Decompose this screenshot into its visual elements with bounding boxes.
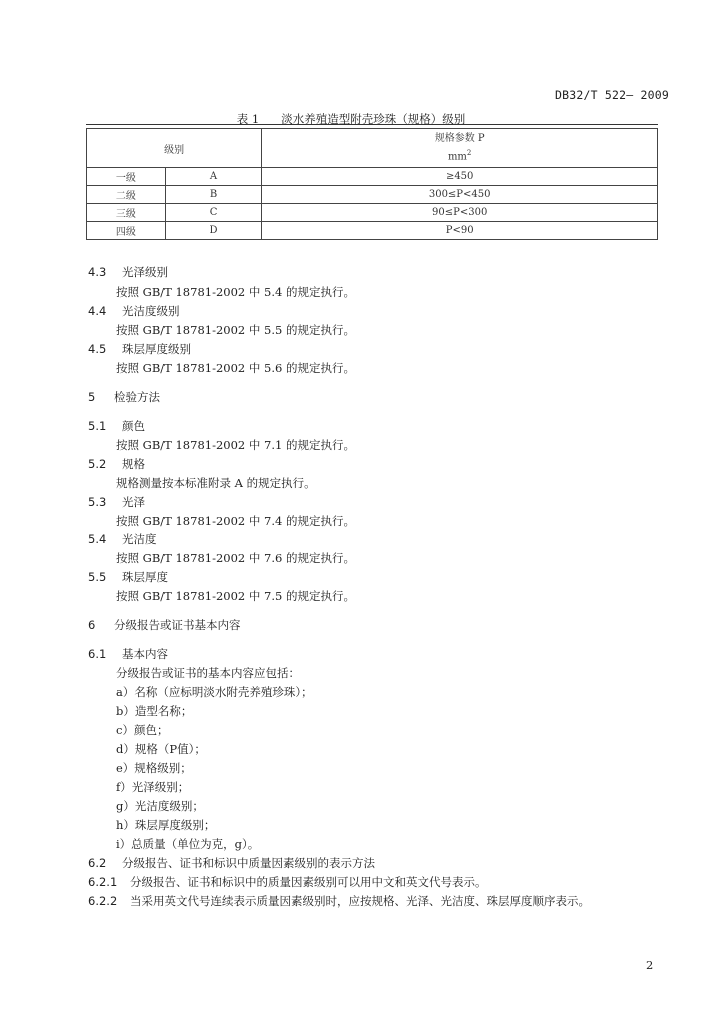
grade-range-cell: 90≤P<300: [262, 204, 658, 222]
grade-code-cell: C: [165, 204, 262, 222]
list-item: d）规格（P值）；: [116, 742, 206, 756]
section-4-5-text: 按照 GB/T 18781-2002 中 5.6 的规定执行。: [116, 361, 355, 375]
section-5-2-heading: 5.2 规格: [88, 457, 145, 471]
document-code: DB32/T 522— 2009: [555, 88, 669, 102]
section-6-2-1-text: 6.2.1 分级报告、证书和标识中的质量因素级别可以用中文和英文代号表示。: [88, 875, 487, 889]
table-row: [87, 222, 658, 240]
section-5-1-text: 按照 GB/T 18781-2002 中 7.1 的规定执行。: [116, 438, 355, 452]
section-5-2-text: 规格测量按本标准附录 A 的规定执行。: [116, 476, 316, 490]
grade-cn-cell: 二级: [87, 186, 166, 204]
section-4-4-text: 按照 GB/T 18781-2002 中 5.5 的规定执行。: [116, 323, 355, 337]
list-item: a）名称（应标明淡水附壳养殖珍珠）；: [116, 685, 313, 699]
list-item: e）规格级别；: [116, 761, 192, 775]
section-6-2-heading: 6.2 分级报告、证书和标识中质量因素级别的表示方法: [88, 856, 375, 870]
list-item: g）光洁度级别；: [116, 799, 204, 813]
grade-range-cell: 300≤P<450: [262, 186, 658, 204]
header-param-label: 规格参数 P: [434, 132, 485, 144]
section-4-4-heading: 4.4 光洁度级别: [88, 304, 180, 318]
header-param-unit: $mm^2$: [447, 148, 472, 163]
section-6-1-intro: 分级报告或证书的基本内容应包括：: [116, 666, 300, 680]
section-6-2-2-text: 6.2.2 当采用英文代号连续表示质量因素级别时，应按规格、光泽、光洁度、珠层厚度顺序表示。: [88, 894, 590, 908]
grade-code-cell: A: [165, 168, 262, 186]
section-6-heading: 6 分级报告或证书基本内容: [88, 618, 241, 632]
section-6-1-heading: 6.1 基本内容: [88, 647, 168, 661]
grade-cn-cell: 三级: [87, 204, 166, 222]
header-param-cell: [262, 129, 658, 168]
section-5-3-text: 按照 GB/T 18781-2002 中 7.4 的规定执行。: [116, 514, 355, 528]
grade-table: [86, 128, 658, 240]
table-title: 淡水养殖造型附壳珍珠（规格）级别: [281, 112, 466, 126]
section-5-4-heading: 5.4 光洁度: [88, 532, 157, 546]
section-5-5-text: 按照 GB/T 18781-2002 中 7.5 的规定执行。: [116, 589, 355, 603]
header-grade-cell: 级别: [87, 129, 262, 168]
table-number: 表 1: [236, 112, 260, 126]
section-5-1-heading: 5.1 颜色: [88, 419, 145, 433]
list-item: c）颜色；: [116, 723, 169, 737]
section-5-5-heading: 5.5 珠层厚度: [88, 570, 168, 584]
table-row: [87, 204, 658, 222]
list-item: h）珠层厚度级别；: [116, 818, 216, 832]
table-header-row: [87, 129, 658, 168]
section-4-5-heading: 4.5 珠层厚度级别: [88, 342, 191, 356]
section-4-3-text: 按照 GB/T 18781-2002 中 5.4 的规定执行。: [116, 285, 355, 299]
table-top-rule: [86, 124, 658, 125]
grade-range-cell: ≥450: [262, 168, 658, 186]
list-item: b）造型名称；: [116, 704, 193, 718]
grade-cn-cell: 四级: [87, 222, 166, 240]
list-item: f）光泽级别；: [116, 780, 190, 794]
page-number: 2: [646, 958, 654, 972]
list-item: i）总质量（单位为克，g）。: [116, 837, 260, 851]
grade-code-cell: D: [165, 222, 262, 240]
grade-code-cell: B: [165, 186, 262, 204]
grade-cn-cell: 一级: [87, 168, 166, 186]
section-5-3-heading: 5.3 光泽: [88, 495, 145, 509]
table-row: [87, 186, 658, 204]
grade-range-cell: P<90: [262, 222, 658, 240]
section-4-3-heading: 4.3 光泽级别: [88, 265, 168, 279]
section-5-heading: 5 检验方法: [88, 390, 160, 404]
table-row: [87, 168, 658, 186]
section-5-4-text: 按照 GB/T 18781-2002 中 7.6 的规定执行。: [116, 551, 355, 565]
